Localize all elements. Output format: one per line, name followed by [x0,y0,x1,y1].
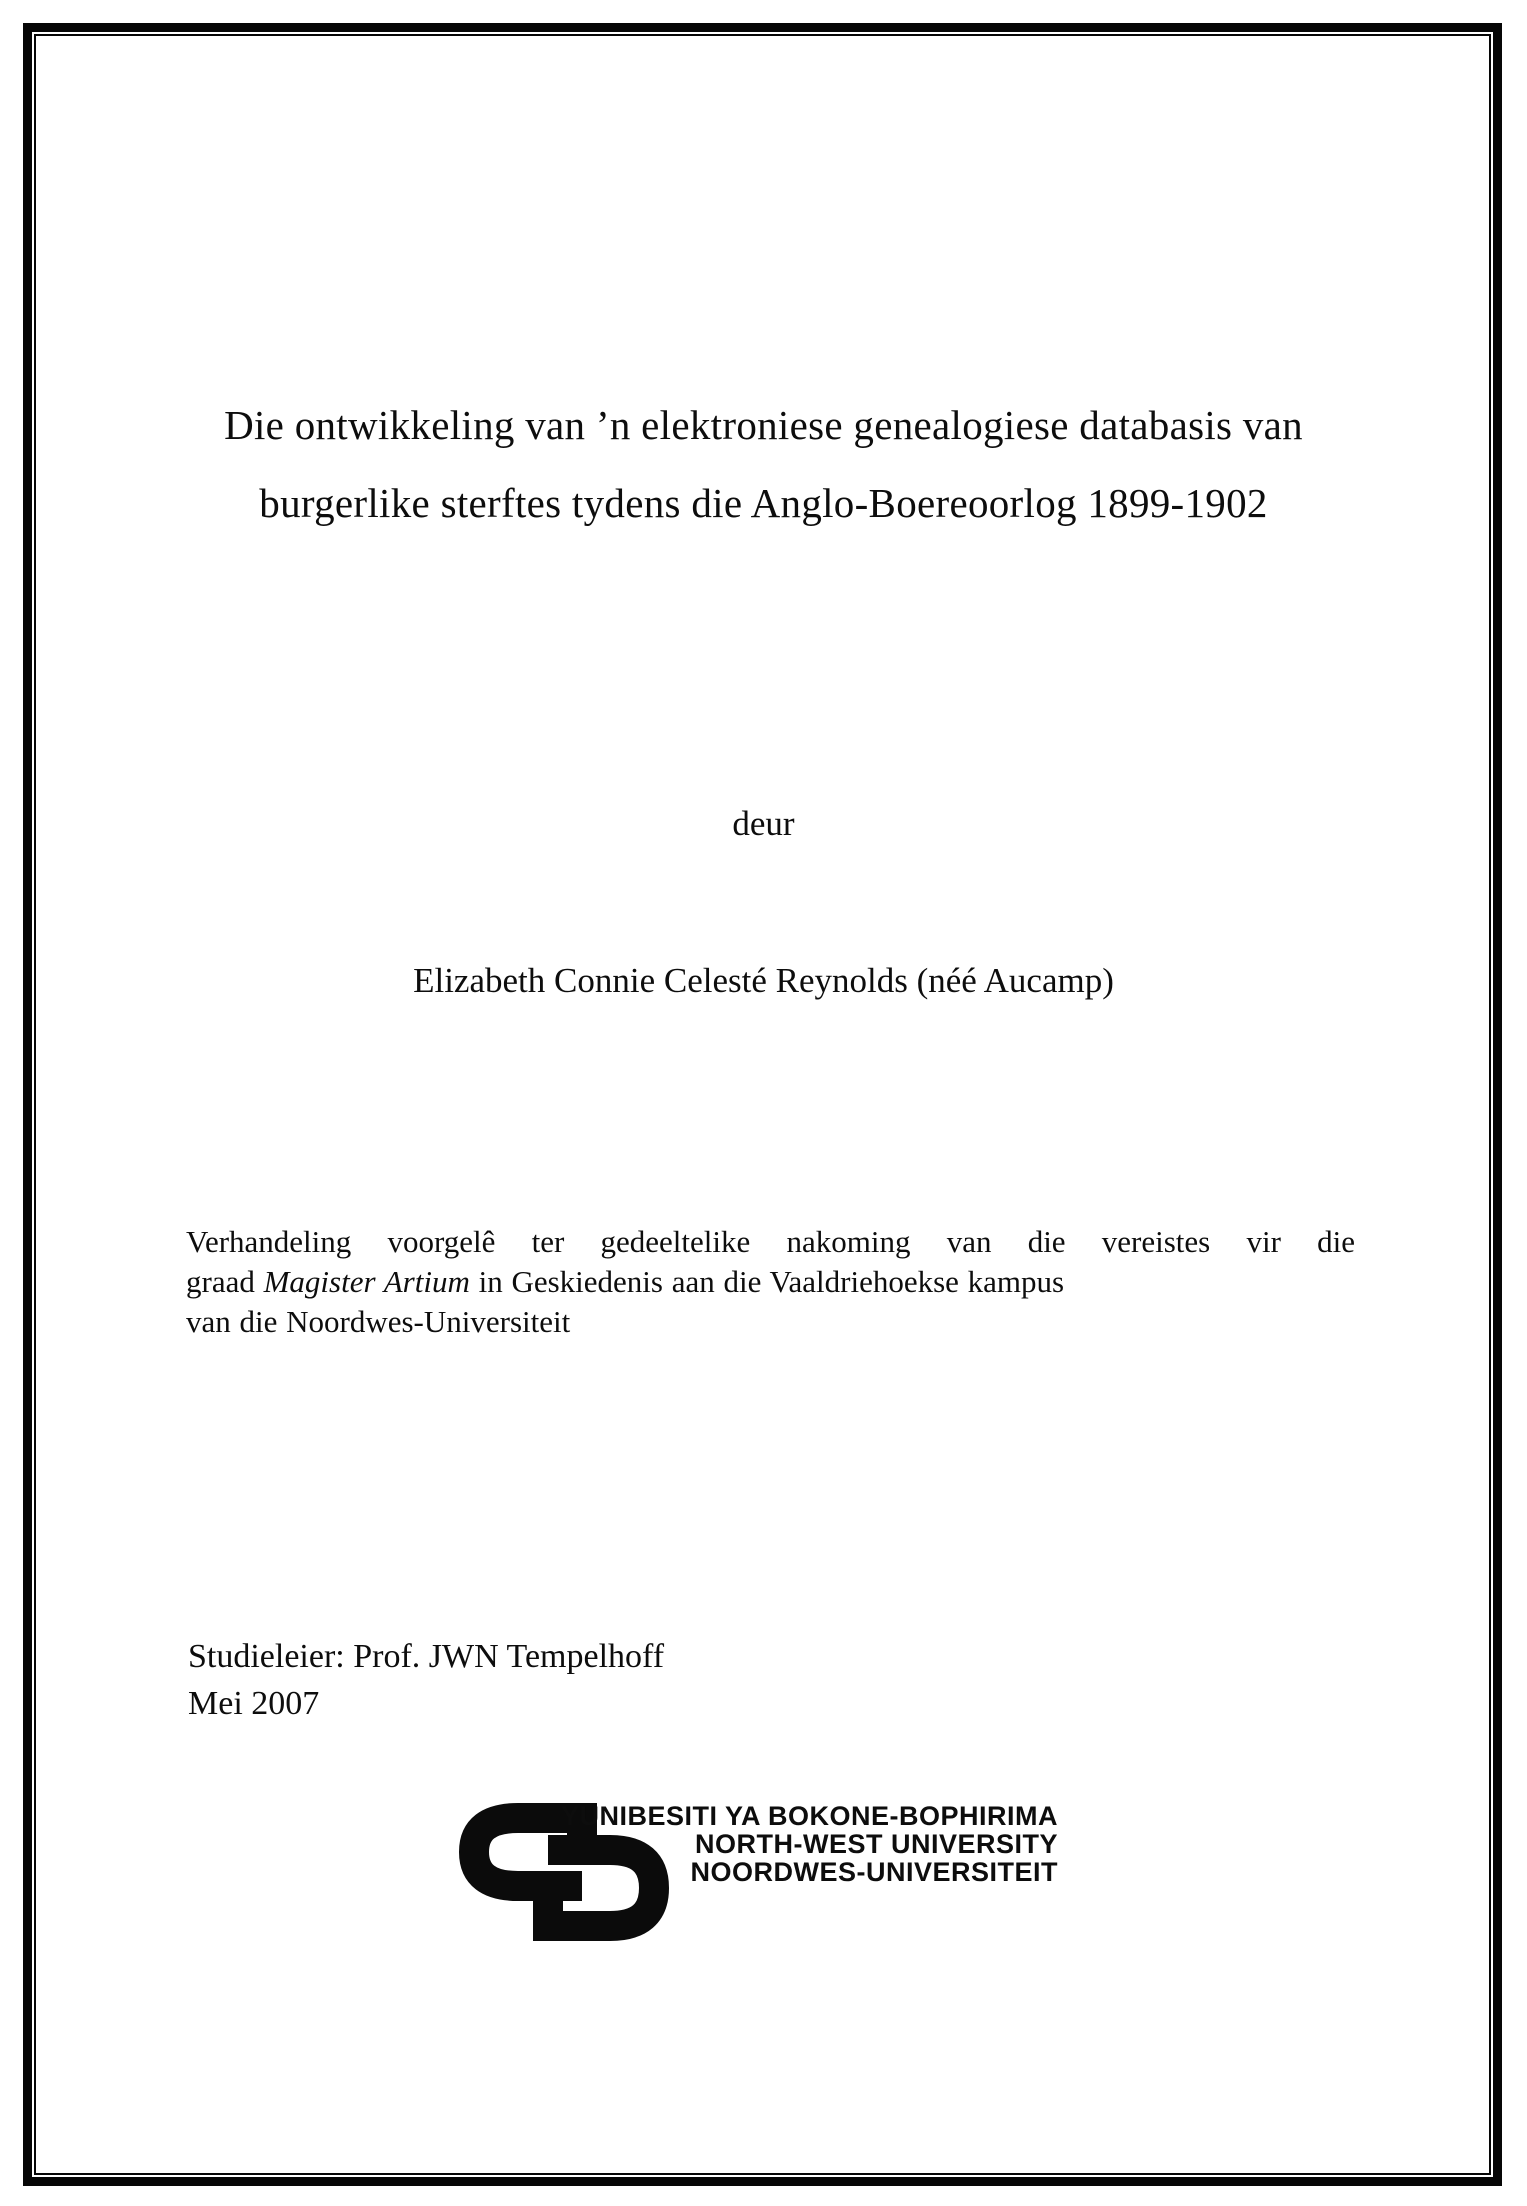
university-name-english: NORTH-WEST UNIVERSITY [694,1829,1058,1859]
byline-deur: deur [732,804,795,843]
thesis-title-line-2: burgerlike sterftes tydens die Anglo-Boereoorlog 1899-1902 [259,480,1268,526]
declaration-line-2-pre: graad [186,1264,264,1299]
thesis-title [95,386,1432,542]
supervisor-line: Studieleier: Prof. JWN Tempelhoff [188,1638,665,1675]
declaration-line-1: Verhandeling voorgelê ter gedeeltelike nakoming van die vereistes vir die [186,1224,1355,1259]
supervisor-and-date [188,1633,664,1727]
declaration-line-2-post: in Geskiedenis aan die Vaaldriehoekse kampus [469,1264,1065,1299]
date-line: Mei 2007 [188,1685,320,1722]
degree-declaration [186,1222,1355,1342]
degree-name-italic: Magister Artium [263,1264,470,1299]
university-name-setswana: YUNIBESITI YA BOKONE-BOPHIRIMA [560,1801,1058,1831]
declaration-line-2 [186,1262,1355,1302]
university-name-afrikaans: NOORDWES-UNIVERSITEIT [690,1857,1058,1887]
university-name-block [561,1802,1058,1886]
declaration-line-3: van die Noordwes-Universiteit [186,1304,571,1339]
author-name: Elizabeth Connie Celesté Reynolds (néé Aucamp) [413,961,1114,1000]
thesis-title-line-1: Die ontwikkeling van ’n elektroniese genealogiese databasis van [224,402,1303,448]
